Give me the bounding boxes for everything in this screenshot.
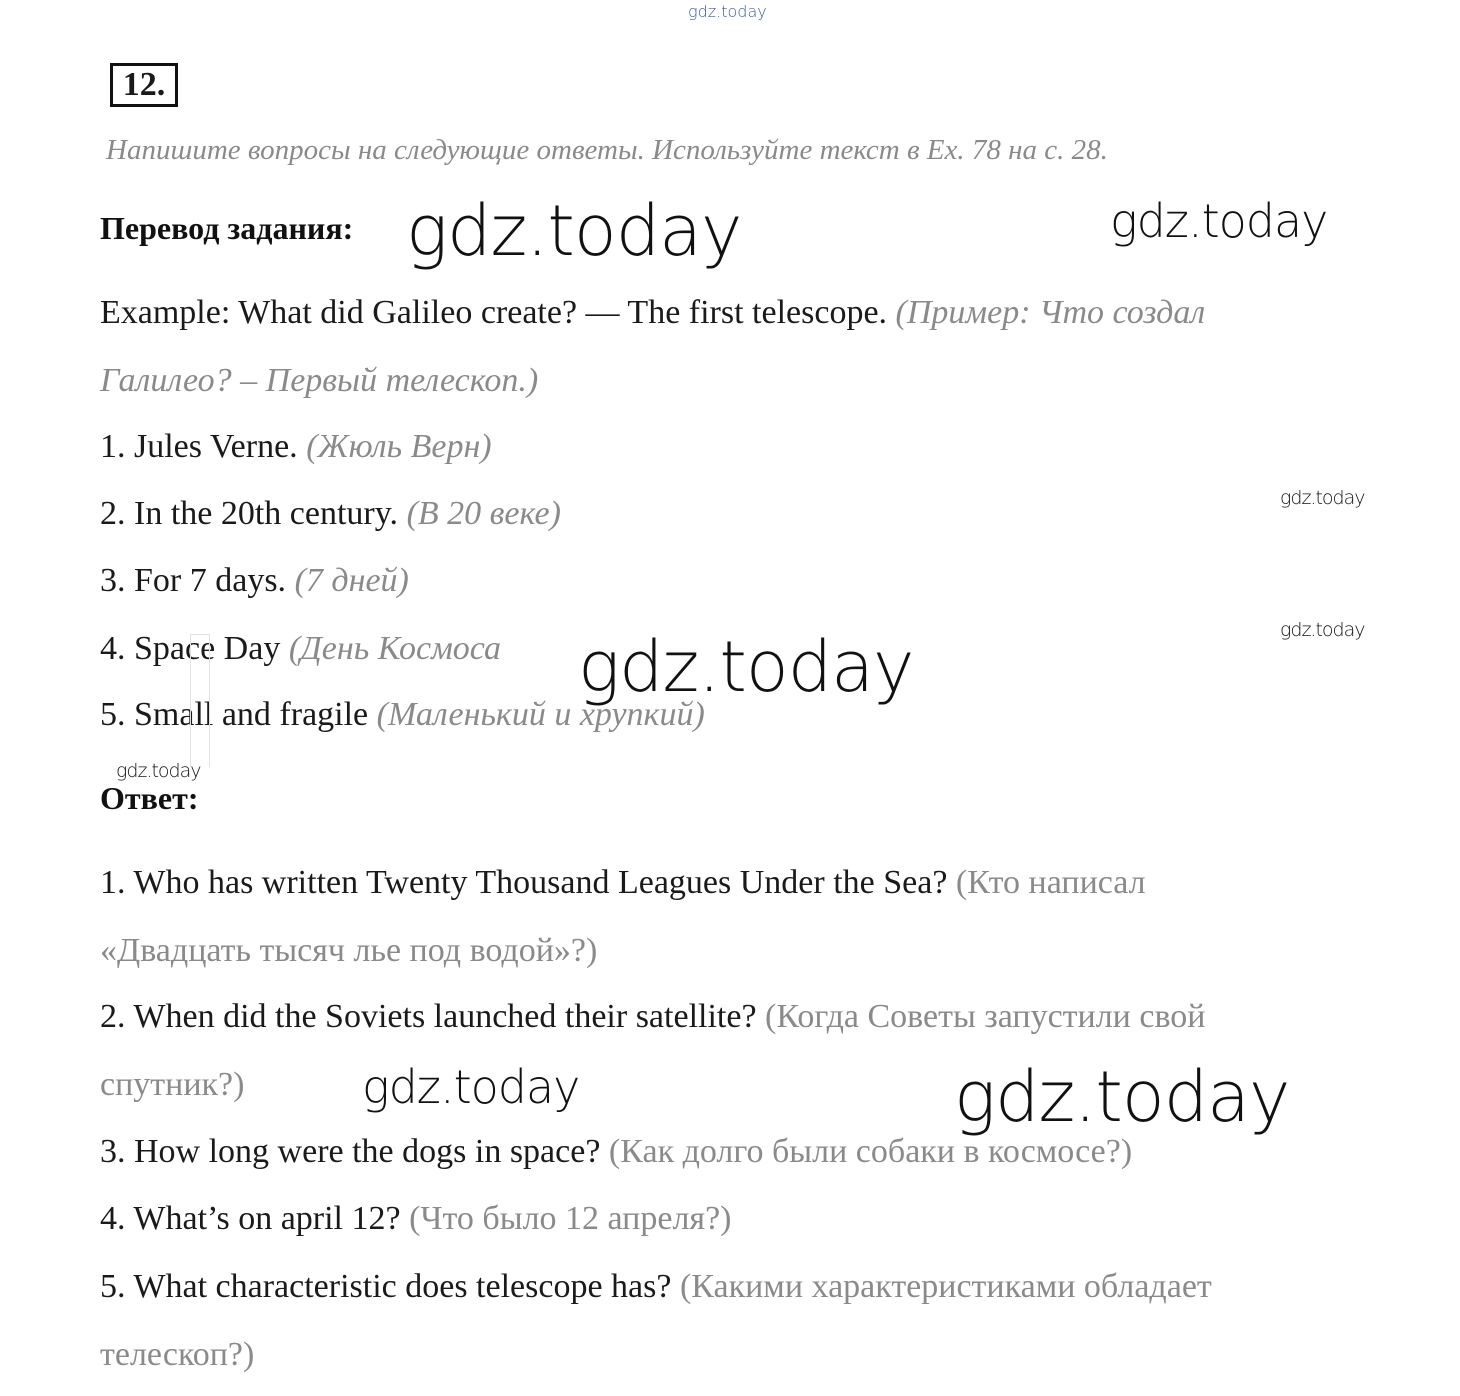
watermark-large-2: gdz.today (578, 626, 914, 708)
answer-russian: (Как долго были собаки в космосе?) (608, 1133, 1133, 1170)
task-number: 3. (100, 562, 126, 599)
task-russian: (День Космоса (288, 630, 501, 667)
answer-russian: (Что было 12 апреля?) (409, 1200, 732, 1237)
task-number: 5. (100, 696, 126, 733)
watermark-medium-1: gdz.today (1110, 194, 1328, 248)
answer-russian-cont: телескоп?) (100, 1336, 255, 1373)
task-item (100, 495, 561, 533)
task-russian: (Маленький и хрупкий) (376, 696, 705, 733)
answer-russian: (Какими характеристиками обладает (679, 1268, 1212, 1305)
answer-english: What’s on april 12? (133, 1200, 401, 1237)
answer-item (100, 998, 1206, 1036)
task-english: For 7 days. (134, 562, 287, 599)
exercise-number: 12. (110, 63, 178, 107)
translation-heading: Перевод задания: (100, 210, 354, 246)
task-russian: (Жюль Верн) (306, 428, 492, 465)
answer-number: 4. (100, 1200, 126, 1237)
watermark-small-1: gdz.today (1280, 487, 1365, 509)
example-russian-1: (Пример: Что создал (895, 294, 1206, 331)
answer-russian-cont: «Двадцать тысяч лье под водой»?) (100, 932, 598, 969)
task-english: Space Day (134, 630, 281, 667)
answer-russian: (Кто написал (955, 864, 1146, 901)
answer-heading: Ответ: (100, 780, 199, 816)
task-item (100, 428, 492, 466)
watermark-medium-2: gdz.today (362, 1060, 580, 1114)
watermark-small-2: gdz.today (1280, 619, 1365, 641)
watermark-top: gdz.today (688, 2, 767, 21)
answer-english: How long were the dogs in space? (134, 1133, 601, 1170)
answer-number: 2. (100, 998, 126, 1035)
example-line (100, 294, 1205, 332)
watermark-small-3: gdz.today (116, 760, 201, 782)
answer-item (100, 1200, 731, 1238)
scan-artifact (190, 634, 210, 767)
task-english: In the 20th century. (134, 495, 399, 532)
example-russian-2: Галилео? – Первый телескоп.) (100, 362, 539, 399)
answer-english: What characteristic does telescope has? (133, 1268, 672, 1305)
answer-english: Who has written Twenty Thousand Leagues Under the Sea? (133, 864, 948, 901)
answer-item (100, 1268, 1212, 1306)
answer-number: 1. (100, 864, 126, 901)
task-number: 1. (100, 428, 126, 465)
task-english: Jules Verne. (134, 428, 298, 465)
answer-item (100, 864, 1146, 902)
instruction: Напишите вопросы на следующие ответы. Используйте текст в Ex. 78 на с. 28. (106, 134, 1108, 166)
task-english: Small and fragile (134, 696, 369, 733)
watermark-large-1: gdz.today (406, 190, 742, 272)
answer-number: 5. (100, 1268, 126, 1305)
example-english: Example: What did Galileo create? — The first telescope. (100, 294, 888, 331)
task-item (100, 630, 501, 668)
task-number: 4. (100, 630, 126, 667)
answer-english: When did the Soviets launched their satellite? (133, 998, 757, 1035)
answer-item (100, 1133, 1132, 1171)
answer-russian-cont: спутник?) (100, 1066, 245, 1103)
task-number: 2. (100, 495, 126, 532)
task-russian: (7 дней) (294, 562, 409, 599)
task-item (100, 562, 409, 600)
answer-number: 3. (100, 1133, 126, 1170)
watermark-large-3: gdz.today (954, 1056, 1290, 1138)
answer-russian: (Когда Советы запустили свой (765, 998, 1206, 1035)
task-russian: (В 20 веке) (406, 495, 561, 532)
